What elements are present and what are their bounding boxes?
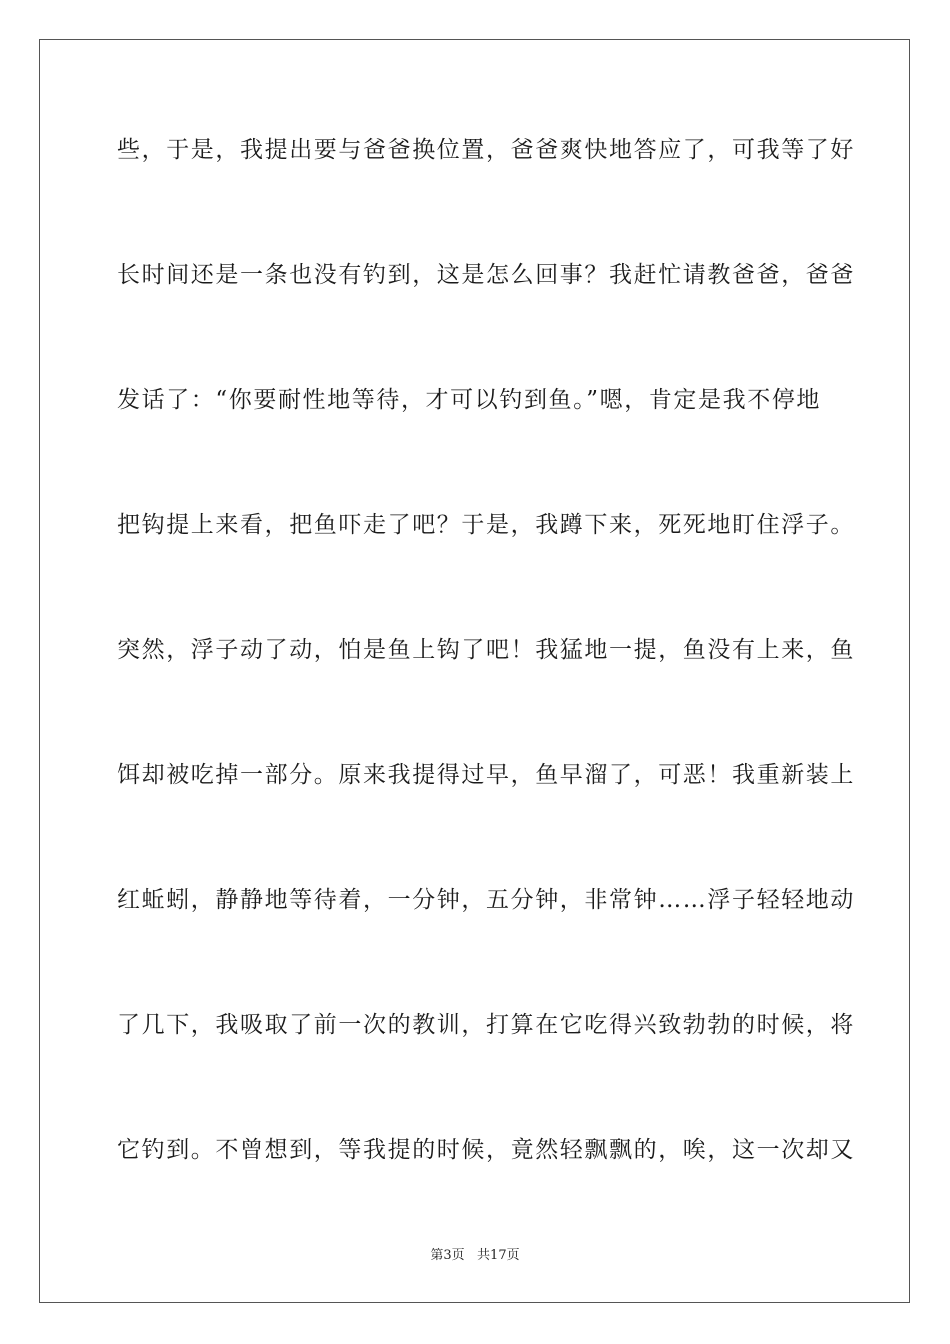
body-text-line-2: 长时间还是一条也没有钓到，这是怎么回事？我赶忙请教爸爸，爸爸 xyxy=(117,262,855,288)
body-text-line-6: 饵却被吃掉一部分。原来我提得过早，鱼早溜了，可恶！我重新装上 xyxy=(117,762,855,788)
body-text-line-9: 它钓到。不曾想到，等我提的时候，竟然轻飘飘的，唉，这一次却又 xyxy=(117,1137,855,1163)
body-text-line-8: 了几下，我吸取了前一次的教训，打算在它吃得兴致勃勃的时候，将 xyxy=(117,1012,855,1038)
body-text-line-7: 红蚯蚓，静静地等待着，一分钟，五分钟，非常钟……浮子轻轻地动 xyxy=(117,887,855,913)
page-border xyxy=(39,39,910,1303)
body-text-line-5: 突然，浮子动了动，怕是鱼上钩了吧！我猛地一提，鱼没有上来，鱼 xyxy=(117,637,855,663)
page-number-footer: 第3页 共17页 xyxy=(430,1248,520,1263)
body-text-line-3: 发话了：“你要耐性地等待，才可以钓到鱼。”嗯，肯定是我不停地 xyxy=(117,387,822,413)
body-text-line-4: 把钩提上来看，把鱼吓走了吧？于是，我蹲下来，死死地盯住浮子。 xyxy=(117,512,855,538)
body-text-line-1: 些，于是，我提出要与爸爸换位置，爸爸爽快地答应了，可我等了好 xyxy=(117,137,855,163)
